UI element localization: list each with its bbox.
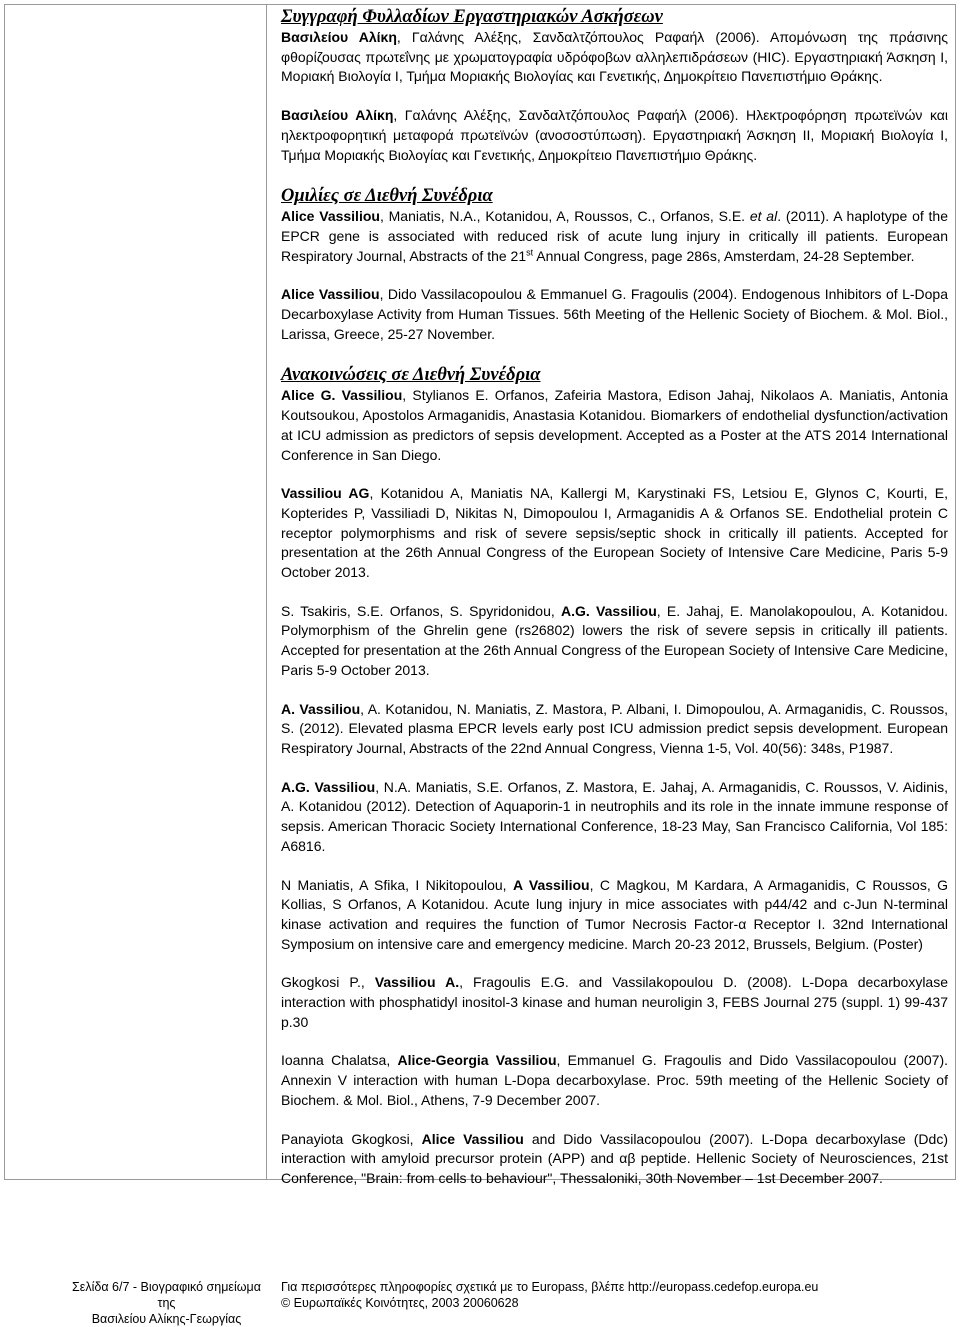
entry: Vassiliou AG, Kotanidou A, Maniatis NA, Kallergi M, Karystinaki FS, Letsiou E, Glynos C, Kourti, E, Kopterides P, Vassiliadi D, Nikitas N, Dimopoulou I, Armaganidis A & Orfanos SE. Endothelial protein C receptor polymorphisms and risk of severe sepsis/septic shock in critically ill patients. Accepted for presentation at the 26th Annual Congress of the European Society of Intensive Care Medicine, Paris 5-9 October 2013. xyxy=(281,485,948,581)
entry: Alice Vassiliou, Maniatis, N.A., Kotanidou, A, Roussos, C., Orfanos, S.E. et al. (2011). A haplotype of the EPCR gene is associated with reduced risk of acute lung injury in critically ill patients. European Respiratory Journal, Abstracts of the 21st Annual Congress, page 286s, Amsterdam, 24-28 September. xyxy=(281,208,948,264)
main-content xyxy=(281,6,948,1189)
entry: Ioanna Chalatsa, Alice-Georgia Vassiliou, Emmanuel G. Fragoulis and Dido Vassilacopoulou (2007). Annexin V interaction with human L-Dopa decarboxylase. Proc. 59th meeting of the Hellenic Society of Biochem. & Mol. Biol., Athens, 7-9 December 2007. xyxy=(281,1052,948,1108)
entry: S. Tsakiris, S.E. Orfanos, S. Spyridonidou, A.G. Vassiliou, E. Jahaj, E. Manolakopoulou, A. Kotanidou. Polymorphism of the Ghrelin gene (rs26802) lowers the risk of severe sepsis in critically ill patients. Accepted for presentation at the 26th Annual Congress of the European Society of Intensive Care Medicine, Paris 5-9 October 2013. xyxy=(281,602,949,678)
footer-copyright: © Ευρωπαϊκές Κοινότητες, 2003 20060628 xyxy=(281,1296,519,1310)
entry: Βασιλείου Αλίκη, Γαλάνης Αλέξης, Σανδαλτζόπουλος Ραφαήλ (2006). Ηλεκτροφόρηση πρωτεϊνών και ηλεκτροφορητική μεταφορά πρωτεϊνών (ανοσοστύπωση). Εργαστηριακή Άσκηση ΙΙ, Μοριακή Βιολογία Ι, Τμήμα Μοριακής Βιολογίας και Γενετικής, Δημοκρίτειο Πανεπιστήμιο Θράκης. xyxy=(281,107,948,163)
footer-cv-owner: Βασιλείου Αλίκης-Γεωργίας xyxy=(91,1312,242,1326)
column-divider xyxy=(266,4,267,1180)
section-heading-posters: Ανακοινώσεις σε Διεθνή Συνέδρια xyxy=(281,365,541,386)
footer-europass-info xyxy=(281,1279,841,1311)
footer-page-number: Σελίδα 6/7 - Βιογραφικό σημείωμα της xyxy=(72,1280,261,1310)
section-heading-talks: Ομιλίες σε Διεθνή Συνέδρια xyxy=(281,186,493,207)
entry: N Maniatis, A Sfika, I Nikitopoulou, A Vassiliou, C Magkou, M Kardara, A Armaganidis, C Roussos, G Kollias, S Orfanos, A Kotanidou. Acute lung injury in mice associates with p44/42 and c-Jun N-terminal kinase activation and requires the function of Tumor Necrosis Factor-α Receptor I. 32nd International Symposium on intensive care and emergency medicine. March 20-23 2012, Brussels, Belgium. (Poster) xyxy=(281,876,948,952)
entry: Βασιλείου Αλίκη, Γαλάνης Αλέξης, Σανδαλτζόπουλος Ραφαήλ (2006). Απομόνωση της πράσινης φθορίζουσας πρωτεΐνης με χρωματογραφία υδρόφοβων αλληλεπιδράσεων (HIC). Εργαστηριακή Άσκηση Ι, Μοριακή Βιολογία Ι, Τμήμα Μοριακής Βιολογίας και Γενετικής, Δημοκρίτειο Πανεπιστήμιο Θράκης. xyxy=(281,29,949,85)
footer-europass-link: Για περισσότερες πληροφορίες σχετικά με το Europass, βλέπε http://europass.cedefop.europa.eu xyxy=(281,1280,819,1294)
footer-page-info xyxy=(64,1279,269,1327)
entry: A.G. Vassiliou, N.A. Maniatis, S.E. Orfanos, Z. Mastora, E. Jahaj, A. Armaganidis, C. Roussos, V. Aidinis, A. Kotanidou (2012). Detection of Aquaporin-1 in neutrophils and its role in the innate immune response of sepsis. American Thoracic Society International Conference, 18-23 May, San Francisco California, Vol 185: A6816. xyxy=(281,778,948,854)
entry: Alice Vassiliou, Dido Vassilacopoulou & Emmanuel G. Fragoulis (2004). Endogenous Inhibitors of L-Dopa Decarboxylase Activity from Human Tissues. 56th Meeting of the Hellenic Society of Biochem. & Mol. Biol., Larissa, Greece, 25-27 November. xyxy=(281,286,948,342)
section-heading-handouts: Συγγραφή Φυλλαδίων Εργαστηριακών Ασκήσεων xyxy=(281,7,663,27)
entry: Panayiota Gkogkosi, Alice Vassiliou and Dido Vassilacopoulou (2007). L-Dopa decarboxylase (Ddc) interaction with amyloid precursor protein (APP) and αβ peptide. Hellenic Society of Neurosciences, 21st Conference, "Brain: from cells to behaviour", Thessaloniki, 30th November – 1st December 2007. xyxy=(281,1130,948,1186)
entry: Gkogkosi P., Vassiliou A., Fragoulis E.G. and Vassilakopoulou D. (2008). L-Dopa decarboxylase interaction with phosphatidyl inositol-3 kinase and human neuroligin 3, FEBS Journal 275 (suppl. 1) 99-437 p.30 xyxy=(281,974,949,1030)
entry: Alice G. Vassiliou, Stylianos E. Orfanos, Zafeiria Mastora, Edison Jahaj, Nikolaos A. Maniatis, Antonia Koutsoukou, Apostolos Armaganidis, Anastasia Kotanidou. Biomarkers of endothelial dysfunction/activation at ICU admission as predictors of sepsis development. Accepted as a Poster at the ATS 2014 International Conference in San Diego. xyxy=(281,387,949,463)
entry: A. Vassiliou, A. Kotanidou, N. Maniatis, Z. Mastora, P. Albani, I. Dimopoulou, A. Armaganidis, C. Roussos, S. (2012). Elevated plasma EPCR levels early post ICU admission predict sepsis development. European Respiratory Journal, Abstracts of the 22nd Annual Congress, Vienna 1-5, Vol. 40(56): 348s, P1987. xyxy=(281,700,949,756)
